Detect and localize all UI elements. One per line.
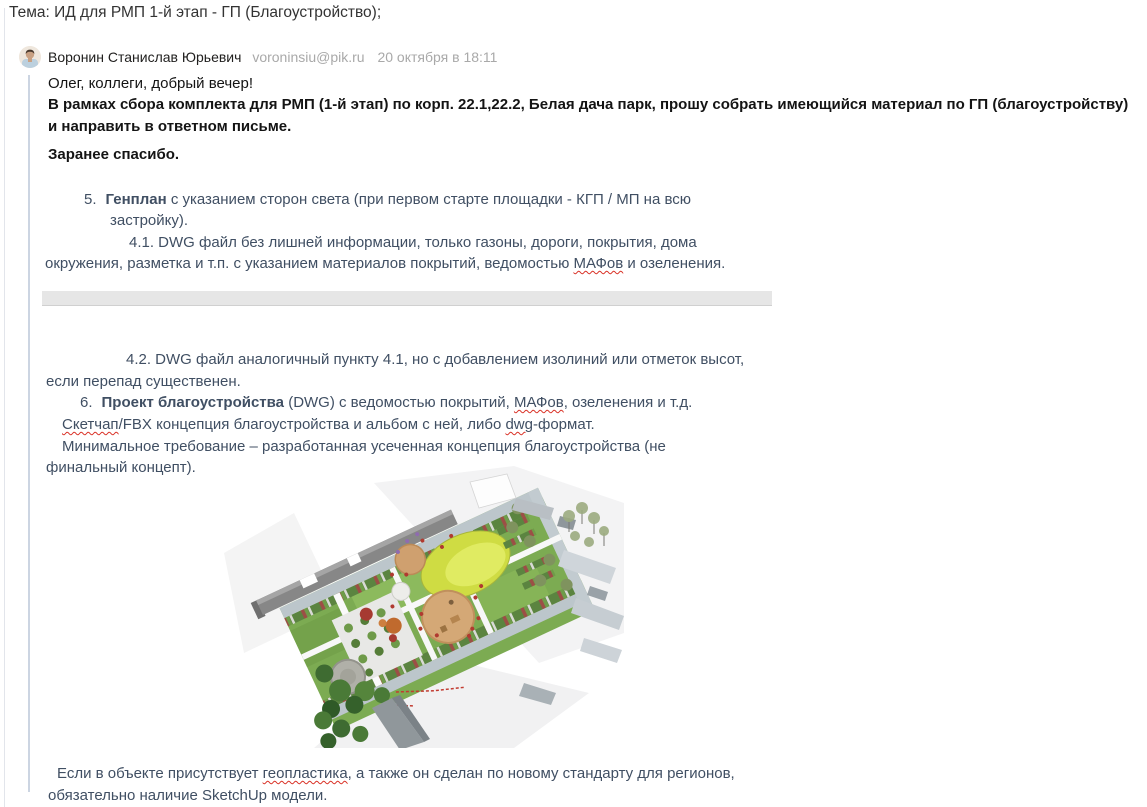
list-item-6-title: Проект благоустройства <box>101 394 285 411</box>
min-requirement-line2: финальный концепт). <box>46 459 196 476</box>
thread-indent-line <box>28 75 30 792</box>
footer-line1-pre: Если в объекте присутствует <box>57 765 263 782</box>
sender-email[interactable]: voroninsiu@pik.ru <box>252 49 365 65</box>
avatar-photo <box>19 46 41 68</box>
list-item-42-line1: 4.2. DWG файл аналогичный пункту 4.1, но с добавлением изолиний или отметок высот, <box>126 351 745 368</box>
greeting-text: Олег, коллеги, добрый вечер! <box>48 75 254 92</box>
sketch-line-mid: /FBX концепция благоустройства и альбом с ней, либо <box>118 416 506 433</box>
list-item-5-title: Генплан <box>105 191 167 208</box>
misspelled-word: МАФов <box>573 255 624 272</box>
misspelled-word: Скетчап <box>62 416 119 433</box>
misspelled-word: геопластика <box>262 765 348 782</box>
sketch-line <box>62 414 595 436</box>
min-requirement-line1: Минимальное требование – разработанная усеченная концепция благоустройства (не <box>62 438 666 455</box>
embedded-content-placeholder-bar[interactable] <box>42 291 772 306</box>
sender-avatar-icon[interactable] <box>19 46 41 68</box>
list-item-42-line2: если перепад существенен. <box>46 373 241 390</box>
list-item-5 <box>84 189 691 211</box>
message-header <box>48 49 497 65</box>
footer-line1-post: , а также он сделан по новому стандарту для регионов, <box>347 765 735 782</box>
list-item-41-line2-post: и озеленения. <box>623 255 726 272</box>
subject-line: Тема: ИД для РМП 1-й этап - ГП (Благоустройство); <box>9 4 382 21</box>
thanks-text: Заранее спасибо. <box>48 146 180 163</box>
misspelled-word: dwg <box>505 416 533 433</box>
footer-line2: обязательно наличие SketchUp модели. <box>48 787 328 804</box>
list-item-5-number: 5. <box>84 191 97 208</box>
landscape-render-image[interactable] <box>224 458 624 748</box>
pane-left-border <box>4 8 5 807</box>
message-date: 20 октября в 18:11 <box>377 49 498 65</box>
request-text: В рамках сбора комплекта для РМП (1-й этап) по корп. 22.1,22.2, Белая дача парк, прошу собрать имеющийся материал по ГП (благоустройству) и направить в ответном письме. <box>48 96 1129 135</box>
landscape-render <box>224 458 624 748</box>
list-item-41-line2 <box>45 253 725 275</box>
sender-name[interactable]: Воронин Станислав Юрьевич <box>48 49 242 65</box>
list-item-41-line1: 4.1. DWG файл без лишней информации, только газоны, дороги, покрытия, дома <box>129 234 697 251</box>
list-item-6-number: 6. <box>80 394 93 411</box>
list-item-6 <box>80 392 692 414</box>
footer-line1 <box>57 763 735 785</box>
list-item-41-line2-pre: окружения, разметка и т.п. с указанием материалов покрытий, ведомостью <box>45 255 574 272</box>
sketch-line-post: -формат. <box>533 416 595 433</box>
list-item-5-continuation: застройку). <box>110 212 189 229</box>
misspelled-word: МАФов <box>513 394 564 411</box>
list-item-6-post: , озеленения и т.д. <box>563 394 693 411</box>
list-item-6-pre: (DWG) с ведомостью покрытий, <box>284 394 514 411</box>
list-item-5-text: с указанием сторон света (при первом старте площадки - КГП / МП на всю <box>166 191 692 208</box>
